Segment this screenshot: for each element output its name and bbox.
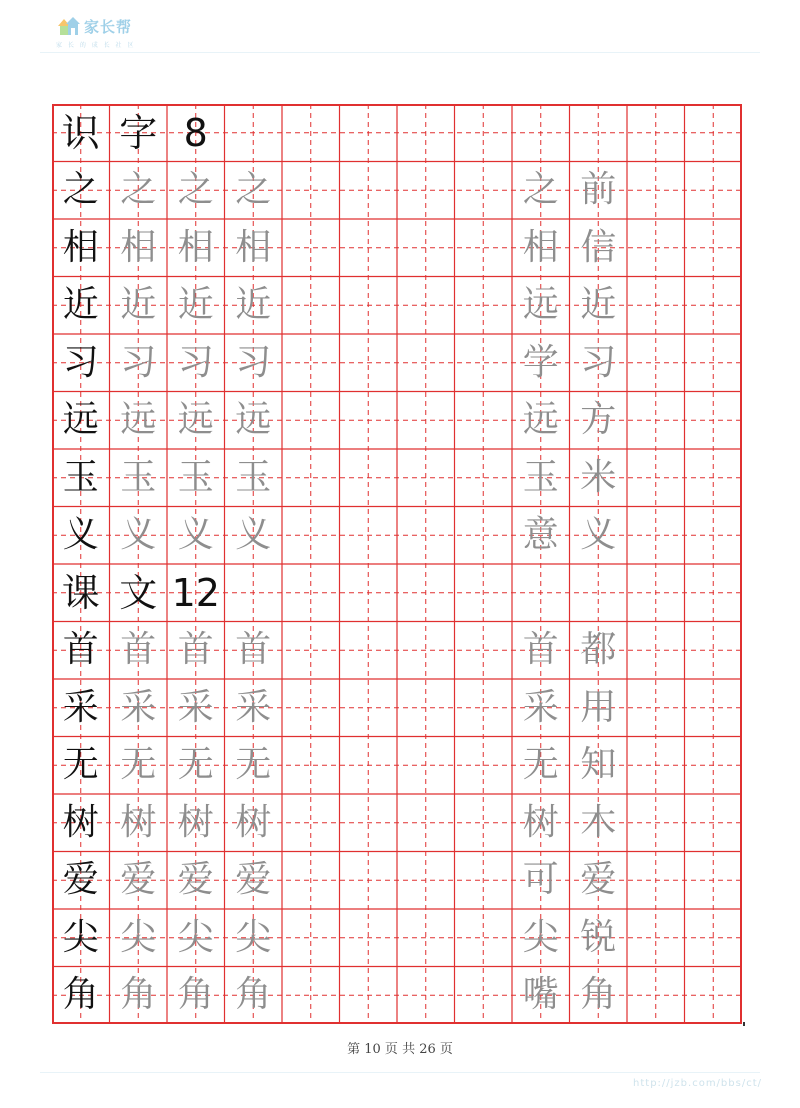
word-char: 近 bbox=[580, 284, 617, 326]
practice-char: 首 bbox=[62, 629, 99, 671]
heading-char: 字 bbox=[119, 110, 158, 155]
heading-char: 识 bbox=[61, 110, 100, 155]
trace-char: 树 bbox=[177, 801, 214, 843]
practice-char: 角 bbox=[62, 974, 99, 1016]
word-char: 远 bbox=[522, 399, 559, 441]
word-char: 米 bbox=[580, 456, 617, 498]
word-char: 习 bbox=[580, 341, 617, 383]
trace-char: 采 bbox=[120, 686, 157, 728]
trace-char: 习 bbox=[235, 341, 272, 383]
section-heading bbox=[52, 564, 742, 622]
trace-char: 角 bbox=[235, 974, 272, 1016]
word-char: 爱 bbox=[580, 859, 617, 901]
practice-char: 无 bbox=[62, 744, 99, 786]
word-char: 知 bbox=[580, 744, 617, 786]
trace-char: 近 bbox=[235, 284, 272, 326]
word-char: 嘴 bbox=[522, 974, 559, 1016]
word-char: 树 bbox=[522, 801, 559, 843]
heading-char: 文 bbox=[119, 570, 158, 615]
page-number: 第 10 页 共 26 页 bbox=[347, 1042, 453, 1057]
practice-char: 树 bbox=[62, 801, 99, 843]
word-char: 无 bbox=[522, 744, 559, 786]
word-char: 学 bbox=[522, 341, 559, 383]
practice-char: 爱 bbox=[62, 859, 99, 901]
trace-char: 树 bbox=[120, 801, 157, 843]
trace-char: 树 bbox=[235, 801, 272, 843]
heading-char: 12 bbox=[171, 570, 220, 615]
site-url: http://jzb.com/bbs/ct/ bbox=[633, 1078, 762, 1089]
trace-char: 角 bbox=[177, 974, 214, 1016]
trace-char: 无 bbox=[177, 744, 214, 786]
practice-row bbox=[52, 277, 742, 335]
practice-char: 习 bbox=[62, 341, 99, 383]
word-char: 都 bbox=[580, 629, 617, 671]
top-rule bbox=[40, 52, 760, 53]
bottom-rule bbox=[40, 1072, 760, 1073]
practice-row bbox=[52, 334, 742, 392]
practice-char: 玉 bbox=[62, 456, 99, 498]
trace-char: 义 bbox=[177, 514, 214, 556]
practice-row bbox=[52, 909, 742, 967]
trace-char: 习 bbox=[177, 341, 214, 383]
word-char: 玉 bbox=[522, 456, 559, 498]
practice-char: 远 bbox=[62, 399, 99, 441]
trace-char: 义 bbox=[235, 514, 272, 556]
trace-char: 尖 bbox=[235, 916, 272, 958]
word-char: 信 bbox=[580, 226, 617, 268]
trace-char: 爱 bbox=[235, 859, 272, 901]
practice-row bbox=[52, 392, 742, 450]
trace-char: 远 bbox=[235, 399, 272, 441]
heading-char: 课 bbox=[61, 570, 100, 615]
word-char: 义 bbox=[580, 514, 617, 556]
trace-char: 义 bbox=[120, 514, 157, 556]
trace-char: 角 bbox=[120, 974, 157, 1016]
trace-char: 玉 bbox=[235, 456, 272, 498]
trace-char: 之 bbox=[177, 169, 214, 211]
trace-char: 习 bbox=[120, 341, 157, 383]
trace-char: 尖 bbox=[177, 916, 214, 958]
trace-char: 近 bbox=[177, 284, 214, 326]
logo-slogan: 家 长 的 成 长 社 区 bbox=[56, 42, 136, 49]
trace-char: 采 bbox=[177, 686, 214, 728]
practice-row bbox=[52, 967, 742, 1025]
trace-char: 相 bbox=[120, 226, 157, 268]
trace-char: 之 bbox=[235, 169, 272, 211]
practice-row bbox=[52, 737, 742, 795]
heading-char: 8 bbox=[183, 110, 208, 155]
word-char: 意 bbox=[522, 514, 559, 556]
word-char: 可 bbox=[522, 859, 559, 901]
jiazhangbang-logo bbox=[56, 12, 176, 48]
word-char: 前 bbox=[580, 169, 617, 211]
trace-char: 相 bbox=[235, 226, 272, 268]
word-char: 用 bbox=[580, 686, 617, 728]
trace-char: 采 bbox=[235, 686, 272, 728]
practice-char: 之 bbox=[62, 169, 99, 211]
practice-row bbox=[52, 162, 742, 220]
word-char: 锐 bbox=[580, 916, 617, 958]
worksheet-rows bbox=[52, 104, 742, 1024]
trace-char: 爱 bbox=[120, 859, 157, 901]
trace-char: 首 bbox=[177, 629, 214, 671]
practice-row bbox=[52, 794, 742, 852]
section-heading bbox=[52, 104, 742, 162]
trace-char: 远 bbox=[120, 399, 157, 441]
word-char: 方 bbox=[580, 399, 617, 441]
trace-char: 之 bbox=[120, 169, 157, 211]
practice-row bbox=[52, 219, 742, 277]
trace-char: 爱 bbox=[177, 859, 214, 901]
trace-char: 近 bbox=[120, 284, 157, 326]
tianzige-grid bbox=[52, 104, 742, 1024]
practice-char: 近 bbox=[62, 284, 99, 326]
practice-char: 采 bbox=[62, 686, 99, 728]
trace-char: 玉 bbox=[177, 456, 214, 498]
house-logo-icon bbox=[56, 14, 82, 38]
practice-row bbox=[52, 507, 742, 565]
practice-row bbox=[52, 449, 742, 507]
trace-char: 首 bbox=[235, 629, 272, 671]
trace-char: 无 bbox=[235, 744, 272, 786]
word-char: 木 bbox=[580, 801, 617, 843]
trace-char: 无 bbox=[120, 744, 157, 786]
corner-mark bbox=[743, 1022, 745, 1026]
practice-char: 相 bbox=[62, 226, 99, 268]
word-char: 相 bbox=[522, 226, 559, 268]
word-char: 之 bbox=[522, 169, 559, 211]
practice-char: 尖 bbox=[62, 916, 99, 958]
practice-row bbox=[52, 679, 742, 737]
word-char: 远 bbox=[522, 284, 559, 326]
practice-row bbox=[52, 622, 742, 680]
trace-char: 首 bbox=[120, 629, 157, 671]
word-char: 采 bbox=[522, 686, 559, 728]
trace-char: 相 bbox=[177, 226, 214, 268]
trace-char: 远 bbox=[177, 399, 214, 441]
trace-char: 尖 bbox=[120, 916, 157, 958]
logo-name: 家长帮 bbox=[84, 18, 133, 36]
word-char: 角 bbox=[580, 974, 617, 1016]
trace-char: 玉 bbox=[120, 456, 157, 498]
practice-char: 义 bbox=[62, 514, 99, 556]
word-char: 首 bbox=[522, 629, 559, 671]
practice-row bbox=[52, 852, 742, 910]
word-char: 尖 bbox=[522, 916, 559, 958]
